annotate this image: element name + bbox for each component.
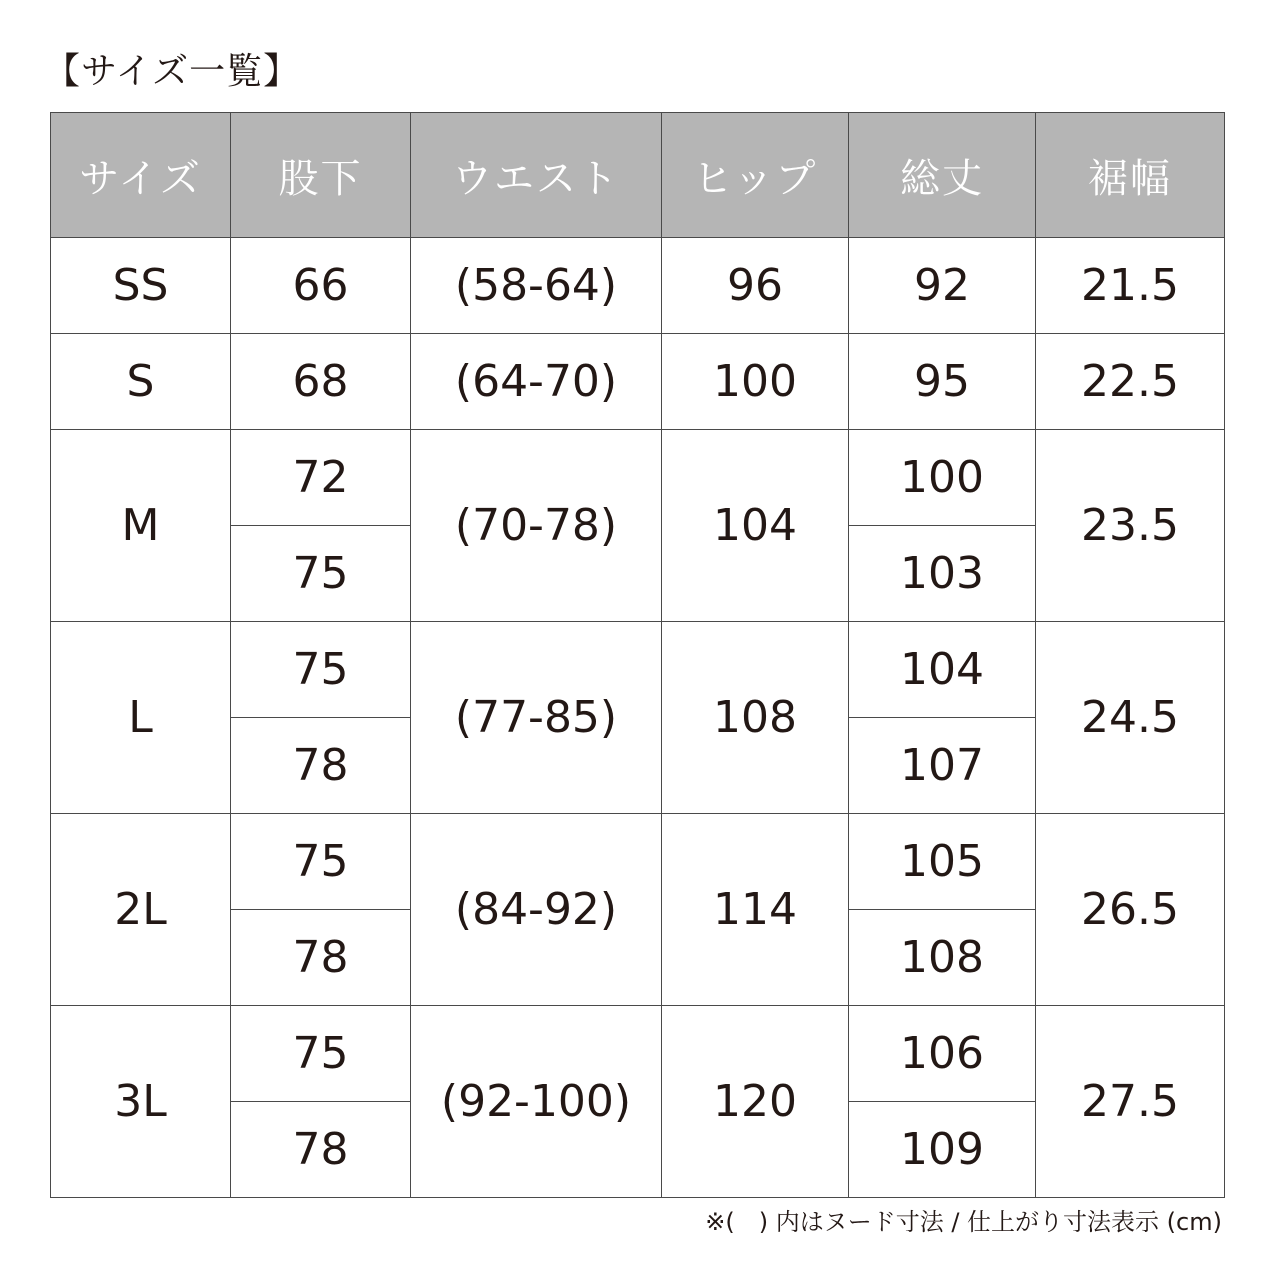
table-row: [51, 238, 1225, 334]
length-cell: 103: [849, 526, 1036, 622]
inseam-cell: 75: [231, 1006, 411, 1102]
table-row: [51, 334, 1225, 430]
waist-cell: (92-100): [411, 1006, 662, 1198]
inseam-cell: 78: [231, 1102, 411, 1198]
size-cell: 2L: [51, 814, 231, 1006]
page-title: 【サイズ一覧】: [44, 51, 301, 92]
table-row: [51, 622, 1225, 718]
header-hem: 裾幅: [1036, 113, 1225, 238]
hem-cell: 21.5: [1036, 238, 1225, 334]
header-size: サイズ: [51, 113, 231, 238]
hem-cell: 22.5: [1036, 334, 1225, 430]
size-cell: 3L: [51, 1006, 231, 1198]
waist-cell: (77-85): [411, 622, 662, 814]
size-table: [50, 112, 1225, 1198]
length-cell: 108: [849, 910, 1036, 1006]
hip-cell: 104: [662, 430, 849, 622]
inseam-cell: 75: [231, 526, 411, 622]
length-cell: 100: [849, 430, 1036, 526]
hem-cell: 23.5: [1036, 430, 1225, 622]
header-row: [51, 113, 1225, 238]
size-cell: SS: [51, 238, 231, 334]
inseam-cell: 78: [231, 718, 411, 814]
hip-cell: 100: [662, 334, 849, 430]
size-cell: M: [51, 430, 231, 622]
table-row: [51, 1006, 1225, 1102]
inseam-cell: 72: [231, 430, 411, 526]
hip-cell: 114: [662, 814, 849, 1006]
header-inseam: 股下: [231, 113, 411, 238]
length-cell: 105: [849, 814, 1036, 910]
hip-cell: 120: [662, 1006, 849, 1198]
inseam-cell: 78: [231, 910, 411, 1006]
inseam-cell: 75: [231, 622, 411, 718]
inseam-cell: 75: [231, 814, 411, 910]
length-cell: 106: [849, 1006, 1036, 1102]
length-cell: 95: [849, 334, 1036, 430]
header-hip: ヒップ: [662, 113, 849, 238]
table-row: [51, 430, 1225, 526]
size-cell: L: [51, 622, 231, 814]
hip-cell: 108: [662, 622, 849, 814]
inseam-cell: 68: [231, 334, 411, 430]
length-cell: 104: [849, 622, 1036, 718]
header-waist: ウエスト: [411, 113, 662, 238]
hem-cell: 27.5: [1036, 1006, 1225, 1198]
hip-cell: 96: [662, 238, 849, 334]
waist-cell: (84-92): [411, 814, 662, 1006]
length-cell: 109: [849, 1102, 1036, 1198]
size-cell: S: [51, 334, 231, 430]
waist-cell: (64-70): [411, 334, 662, 430]
hem-cell: 24.5: [1036, 622, 1225, 814]
waist-cell: (58-64): [411, 238, 662, 334]
table-row: [51, 814, 1225, 910]
header-length: 総丈: [849, 113, 1036, 238]
length-cell: 92: [849, 238, 1036, 334]
waist-cell: (70-78): [411, 430, 662, 622]
hem-cell: 26.5: [1036, 814, 1225, 1006]
length-cell: 107: [849, 718, 1036, 814]
inseam-cell: 66: [231, 238, 411, 334]
footnote: ※( ) 内はヌード寸法 / 仕上がり寸法表示 (cm): [705, 1208, 1222, 1236]
